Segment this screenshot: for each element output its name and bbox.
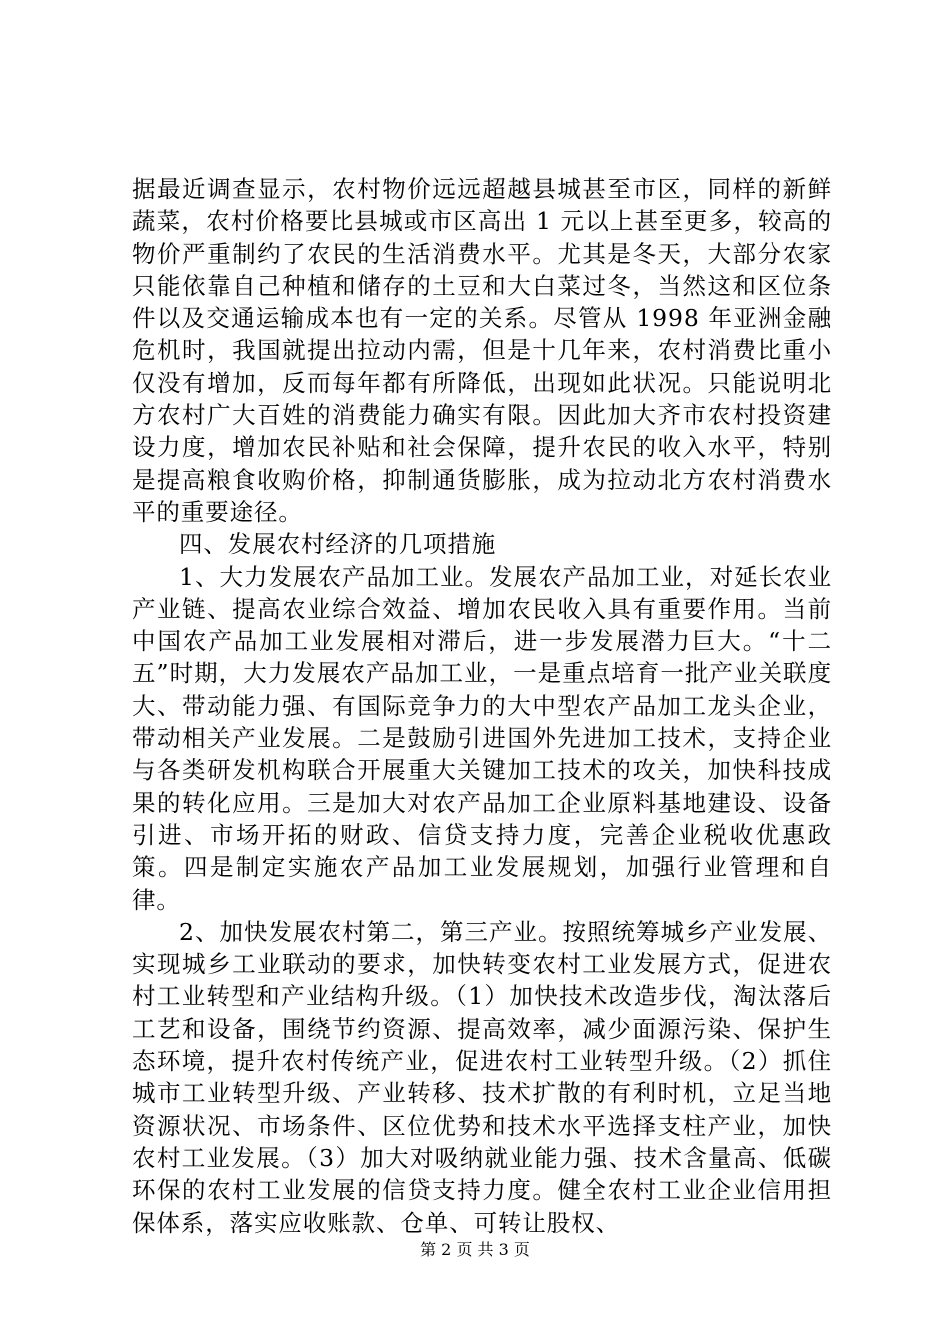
page-footer: 第 2 页 共 3 页 bbox=[420, 1240, 530, 1259]
paragraph-intro: 据最近调查显示，农村物价远远超越县城甚至市区，同样的新鲜蔬菜，农村价格要比县城或市区高出 1 元以上甚至更多，较高的物价严重制约了农民的生活消费水平。尤其是冬天，大部分农家只能依靠自己种植和储存的土豆和大白菜过冬，当然这和区位条件以及交通运输成本也有一定的关系。尽管从 1998 年亚洲金融危机时，我国就提出拉动内需，但是十几年来，农村消费比重小仅没有增加，反而每年都有所降低，出现如此状况。只能说明北方农村广大百姓的消费能力确实有限。因此加大齐市农村投资建设力度，增加农民补贴和社会保障，提升农民的收入水平，特别是提高粮食收购价格，抑制通货膨胀，成为拉动北方农村消费水平的重要途径。 bbox=[132, 175, 832, 526]
body-text bbox=[132, 173, 832, 1239]
paragraph-measure-1: 1、大力发展农产品加工业。发展农产品加工业，对延长农业产业链、提高农业综合效益、增加农民收入具有重要作用。当前中国农产品加工业发展相对滞后，进一步发展潜力巨大。“十二五”时期，大力发展农产品加工业，一是重点培育一批产业关联度大、带动能力强、有国际竞争力的大中型农产品加工龙头企业，带动相关产业发展。二是鼓励引进国外先进加工技术，支持企业与各类研发机构联合开展重大关键加工技术的攻关，加快科技成果的转化应用。三是加大对农产品加工企业原料基地建设、设备引进、市场开拓的财政、信贷支持力度，完善企业税收优惠政策。四是制定实施农产品加工业发展规划，加强行业管理和自律。 bbox=[132, 562, 832, 914]
paragraph-measure-2: 2、加快发展农村第二，第三产业。按照统筹城乡产业发展、实现城乡工业联动的要求，加快转变农村工业发展方式，促进农村工业转型和产业结构升级。（1）加快技术改造步伐，淘汰落后工艺和设备，围绕节约资源、提高效率，减少面源污染、保护生态环境，提升农村传统产业，促进农村工业转型升级。（2）抓住城市工业转型升级、产业转移、技术扩散的有利时机，立足当地资源状况、市场条件、区位优势和技术水平选择支柱产业，加快农村工业发展。（3）加大对吸纳就业能力强、技术含量高、低碳环保的农村工业发展的信贷支持力度。健全农村工业企业信用担保体系，落实应收账款、仓单、可转让股权、 bbox=[132, 917, 832, 1237]
section-heading: 四、发展农村经济的几项措施 bbox=[179, 530, 497, 559]
